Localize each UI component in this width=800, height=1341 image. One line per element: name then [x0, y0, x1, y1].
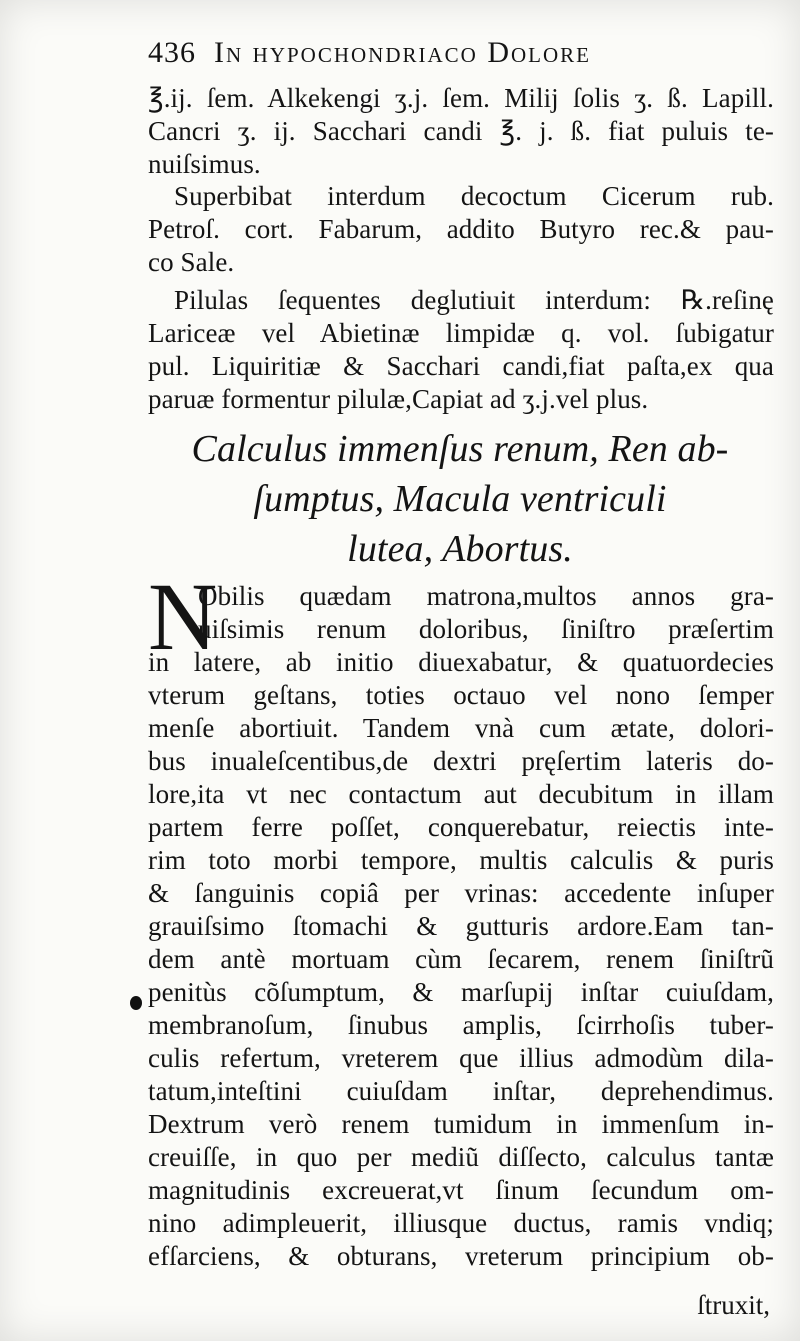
text-line: lore,ita vt nec contactum aut decubitum in illam [148, 779, 774, 809]
text-line: co Sale. [148, 247, 235, 277]
heading-line: Calculus immenſus renum, Ren ab- [191, 428, 729, 470]
text-line: penitùs cõſumptum, & marſupij inſtar cuiuſdam, [148, 977, 774, 1007]
text-line: dem antè mortuam cùm ſecarem, renem ſiniſtrũ [148, 944, 774, 974]
heading-line: lutea, Abortus. [347, 528, 573, 570]
text-line: Obilis quædam matrona,multos annos gra- [198, 581, 774, 611]
text-line: Dextrum verò renem tumidum in immenſum in- [148, 1109, 774, 1139]
text-line: uiſsimis renum doloribus, ſiniſtro præſertim [198, 614, 774, 644]
text-line: & ſanguinis copiâ per vrinas: accedente inſuper [148, 878, 774, 908]
text-line: in latere, ab initio diuexabatur, & quatuordecies [148, 647, 774, 677]
text-line: nuiſsimus. [148, 149, 261, 179]
text-line: Laricеæ vel Abietinæ limpidæ q. vol. ſubigatur [148, 318, 774, 348]
running-head [148, 36, 768, 70]
text-line: grauiſsimo ſtomachi & gutturis ardore.Eam tan- [148, 911, 774, 941]
text-line: bus inualeſcentibus,de dextri pręſertim lateris do- [148, 746, 774, 776]
text-line: ℥.ij. ſem. Alkekengi ʒ.j. ſem. Milij ſolis ʒ. ß. Lapill. [148, 83, 774, 113]
text-line: rim toto morbi tempore, multis calculis & puris [148, 845, 774, 875]
decoction-paragraph [148, 180, 774, 279]
text-line: efſarciens, & obturans, vreterum principium ob- [148, 1241, 774, 1271]
catchword: ſtruxit, [697, 1290, 770, 1320]
text-line: culis refertum, vreterem que illius admodùm dila- [148, 1043, 774, 1073]
section-heading [130, 424, 790, 574]
text-line: Petroſ. cort. Fabarum, addito Butyro rec.& pau- [148, 214, 774, 244]
text-line: Pilulas ſequentes deglutiuit interdum: ℞.reſinę [174, 285, 774, 315]
text-line: magnitudinis excreuerat,vt ſinum ſecundum om- [148, 1175, 774, 1205]
pills-paragraph [148, 284, 774, 416]
page-number: 436 [148, 36, 196, 69]
prescription-paragraph [148, 82, 774, 181]
text-line: creuiſſe, in quo per mediũ diſſecto, calculus tantæ [148, 1142, 774, 1172]
text-line: paruæ formentur pilulæ,Capiat ad ʒ.j.vel plus. [148, 384, 649, 414]
ink-speck [130, 996, 142, 1010]
case-body-text [148, 563, 774, 1273]
text-line: nino adimpleuerit, illiusque ductus, ramis vndiq; [148, 1208, 774, 1238]
text-line: vterum geſtans, toties octauo vel nono ſemper [148, 680, 774, 710]
drop-cap: N [148, 563, 218, 670]
text-line: membranoſum, ſinubus amplis, ſcirrhoſis tuber- [148, 1010, 774, 1040]
heading-line: ſumptus, Macula ventriculi [253, 478, 667, 520]
text-line: pul. Liquiritiæ & Sacchari candi,fiat paſta,ex qua [148, 351, 774, 381]
text-line: Cancri ʒ. ij. Sacchari candi ℥. j. ß. fiat puluis te- [148, 116, 774, 146]
text-line: Superbibat interdum decoctum Cicerum rub. [174, 181, 774, 211]
text-line: tatum,inteſtini cuiuſdam inſtar, deprehendimus. [148, 1076, 774, 1106]
text-line: partem ferre poſſet, conquerebatur, reiectis inte- [148, 812, 774, 842]
text-line: menſe abortiuit. Tandem vnà cum ætate, dolori- [148, 713, 774, 743]
running-title: In hypochondriaco Dolore [214, 36, 591, 69]
